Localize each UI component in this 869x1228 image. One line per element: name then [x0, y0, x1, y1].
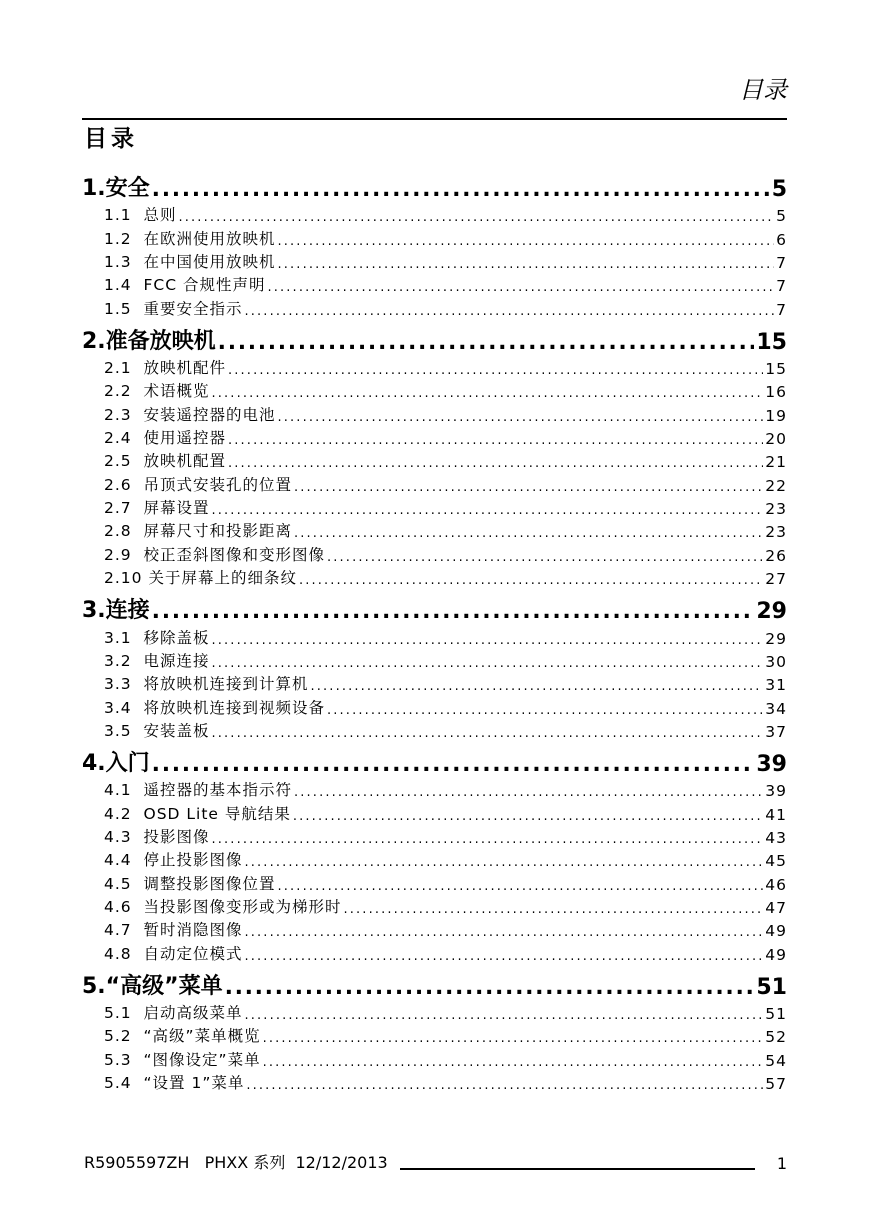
toc-section-page: 15 [765, 360, 787, 379]
toc-leader-dots [179, 210, 775, 225]
toc-chapter-page: 5 [771, 177, 787, 202]
toc-section[interactable] [82, 800, 787, 823]
toc-chapter[interactable] [82, 750, 787, 777]
toc-section-page: 54 [765, 1051, 787, 1070]
toc-section[interactable] [82, 1070, 787, 1093]
toc-section-page: 30 [765, 652, 787, 671]
toc-leader-dots [327, 550, 763, 565]
toc-leader-dots [228, 363, 763, 378]
toc-section-label: 2.2 术语概览 [104, 382, 210, 401]
toc-section[interactable] [82, 671, 787, 694]
toc-section[interactable] [82, 355, 787, 378]
toc-section-page: 31 [765, 676, 787, 695]
toc-section-page: 45 [765, 852, 787, 871]
toc-section-label: 2.1 放映机配件 [104, 359, 227, 378]
toc-section-label: 3.2 电源连接 [104, 651, 210, 670]
toc-section-label: 1.2 在欧洲使用放映机 [104, 229, 276, 248]
toc-chapter[interactable] [82, 328, 787, 355]
toc-section-label: 1.3 在中国使用放映机 [104, 253, 276, 272]
toc-section[interactable] [82, 202, 787, 225]
toc-section[interactable] [82, 777, 787, 800]
toc-section-page: 20 [765, 430, 787, 449]
toc-section-page: 23 [765, 500, 787, 519]
toc-section-page: 49 [765, 945, 787, 964]
toc-leader-dots [327, 703, 763, 718]
toc-chapter[interactable] [82, 973, 787, 1000]
toc-section-label: 4.5 调整投影图像位置 [104, 874, 276, 893]
footer-page-number: 1 [776, 1154, 787, 1173]
toc-section-page: 7 [776, 300, 787, 319]
toc-chapter[interactable] [82, 178, 787, 202]
toc-section-page: 21 [765, 453, 787, 472]
toc-chapter-page: 29 [756, 599, 787, 625]
toc-section-page: 46 [765, 875, 787, 894]
toc-section-page: 27 [765, 570, 787, 589]
toc-leader-dots [293, 809, 763, 824]
toc-leader-dots [245, 855, 764, 870]
toc-chapter-label: 5.“高级”菜单 [82, 973, 223, 999]
toc-chapter-page: 39 [756, 751, 787, 777]
toc-leader-dots [278, 879, 764, 894]
toc-section-label: 5.3 “图像设定”菜单 [104, 1050, 261, 1069]
toc-leader-dots [278, 234, 775, 249]
toc-leader-dots [245, 304, 775, 319]
toc-section-label: 3.1 移除盖板 [104, 628, 210, 647]
toc-section[interactable] [82, 225, 787, 248]
toc-chapter-label: 2.准备放映机 [82, 328, 216, 354]
toc-section-page: 22 [765, 476, 787, 495]
toc-section[interactable] [82, 295, 787, 318]
toc-section-page: 41 [765, 805, 787, 824]
toc-section-page: 5 [776, 207, 787, 226]
toc-leader-dots [218, 330, 755, 355]
toc-leader-dots [245, 1008, 764, 1023]
toc-section[interactable] [82, 378, 787, 401]
toc-section[interactable] [82, 718, 787, 741]
footer-doc-info: R5905597ZH PHXX 系列 12/12/2013 [84, 1153, 388, 1172]
toc-section[interactable] [82, 847, 787, 870]
toc-leader-dots [152, 599, 755, 624]
toc-leader-dots [245, 925, 764, 940]
toc-leader-dots [212, 832, 764, 847]
page-footer [84, 1150, 787, 1173]
toc-section[interactable] [82, 1023, 787, 1046]
footer-rule [400, 1168, 755, 1170]
toc-chapter-label: 4.入门 [82, 750, 150, 776]
toc-section[interactable] [82, 565, 787, 588]
toc-section-page: 16 [765, 383, 787, 402]
toc-section-page: 26 [765, 546, 787, 565]
toc-section-label: 1.5 重要安全指示 [104, 299, 243, 318]
toc-section[interactable] [82, 518, 787, 541]
toc-leader-dots [228, 433, 763, 448]
toc-section-label: 4.2 OSD Lite 导航结果 [104, 804, 291, 823]
toc-leader-dots [212, 726, 764, 741]
toc-section-label: 2.9 校正歪斜图像和变形图像 [104, 545, 326, 564]
toc-leader-dots [152, 177, 770, 202]
toc-chapter-label: 3.连接 [82, 598, 150, 624]
toc-leader-dots [245, 949, 764, 964]
toc-section[interactable] [82, 471, 787, 494]
toc-leader-dots [299, 573, 763, 588]
toc-section-page: 34 [765, 699, 787, 718]
toc-section[interactable] [82, 448, 787, 471]
toc-section-page: 29 [765, 629, 787, 648]
toc-section-page: 39 [765, 782, 787, 801]
toc-section-label: 4.3 投影图像 [104, 827, 210, 846]
toc-section-page: 7 [776, 277, 787, 296]
toc-section-label: 1.4 FCC 合规性声明 [104, 276, 266, 295]
toc-leader-dots [344, 902, 764, 917]
toc-section-label: 2.6 吊顶式安装孔的位置 [104, 475, 293, 494]
toc-leader-dots [225, 975, 755, 1000]
toc-section[interactable] [82, 272, 787, 295]
header-rule [82, 118, 787, 120]
toc-section-page: 7 [776, 254, 787, 273]
toc-section-label: 4.7 暂时消隐图像 [104, 921, 243, 940]
toc-section-page: 23 [765, 523, 787, 542]
toc-section[interactable] [82, 824, 787, 847]
toc-section-label: 1.1 总则 [104, 206, 177, 225]
toc-section-label: 3.5 安装盖板 [104, 721, 210, 740]
toc-section[interactable] [82, 870, 787, 893]
toc-section[interactable] [82, 894, 787, 917]
toc-section[interactable] [82, 1046, 787, 1069]
toc-section[interactable] [82, 694, 787, 717]
toc-section-page: 51 [765, 1004, 787, 1023]
toc-section-label: 4.1 遥控器的基本指示符 [104, 781, 293, 800]
toc-section-label: 2.10 关于屏幕上的细条纹 [104, 569, 297, 588]
toc-leader-dots [278, 257, 775, 272]
toc-leader-dots [246, 1078, 763, 1093]
toc-section[interactable] [82, 401, 787, 424]
toc-section-label: 2.8 屏幕尺寸和投影距离 [104, 522, 293, 541]
toc-section[interactable] [82, 495, 787, 518]
table-of-contents [82, 178, 787, 1093]
toc-section-label: 3.3 将放映机连接到计算机 [104, 675, 309, 694]
toc-leader-dots [294, 526, 763, 541]
page-title: 目录 [84, 126, 138, 152]
toc-section-page: 43 [765, 828, 787, 847]
toc-section-page: 47 [765, 898, 787, 917]
toc-section-label: 2.5 放映机配置 [104, 452, 227, 471]
toc-section[interactable] [82, 624, 787, 647]
toc-leader-dots [152, 752, 755, 777]
toc-section-page: 52 [765, 1028, 787, 1047]
toc-section-label: 2.3 安装遥控器的电池 [104, 405, 276, 424]
toc-section-page: 19 [765, 406, 787, 425]
toc-leader-dots [294, 480, 763, 495]
toc-section-page: 49 [765, 922, 787, 941]
toc-section[interactable] [82, 940, 787, 963]
toc-leader-dots [212, 633, 764, 648]
toc-section-label: 4.6 当投影图像变形或为梯形时 [104, 897, 342, 916]
toc-section-label: 5.4 “设置 1”菜单 [104, 1074, 245, 1092]
toc-leader-dots [263, 1031, 764, 1046]
toc-section[interactable] [82, 249, 787, 272]
toc-section-page: 37 [765, 722, 787, 741]
toc-leader-dots [263, 1055, 764, 1070]
toc-section[interactable] [82, 648, 787, 671]
toc-section-label: 4.4 停止投影图像 [104, 851, 243, 870]
toc-chapter[interactable] [82, 600, 787, 624]
toc-section-label: 2.4 使用遥控器 [104, 429, 227, 448]
toc-leader-dots [311, 679, 764, 694]
toc-section-label: 3.4 将放映机连接到视频设备 [104, 698, 326, 717]
toc-section-page: 6 [776, 230, 787, 249]
running-header: 目录 [739, 76, 787, 104]
toc-leader-dots [268, 280, 775, 295]
toc-section-label: 5.1 启动高级菜单 [104, 1003, 243, 1022]
toc-section[interactable] [82, 541, 787, 564]
toc-leader-dots [212, 503, 764, 518]
toc-leader-dots [294, 785, 763, 800]
toc-leader-dots [278, 410, 764, 425]
toc-chapter-page: 15 [756, 329, 787, 355]
toc-leader-dots [212, 656, 764, 671]
toc-leader-dots [228, 456, 763, 471]
toc-section[interactable] [82, 425, 787, 448]
toc-section-label: 2.7 屏幕设置 [104, 499, 210, 518]
toc-section[interactable] [82, 917, 787, 940]
toc-leader-dots [212, 386, 764, 401]
toc-section-label: 4.8 自动定位模式 [104, 944, 243, 963]
toc-section-page: 57 [765, 1075, 787, 1093]
toc-section[interactable] [82, 1000, 787, 1023]
toc-chapter-page: 51 [756, 974, 787, 1000]
toc-section-label: 5.2 “高级”菜单概览 [104, 1027, 261, 1046]
toc-chapter-label: 1.安全 [82, 176, 150, 201]
